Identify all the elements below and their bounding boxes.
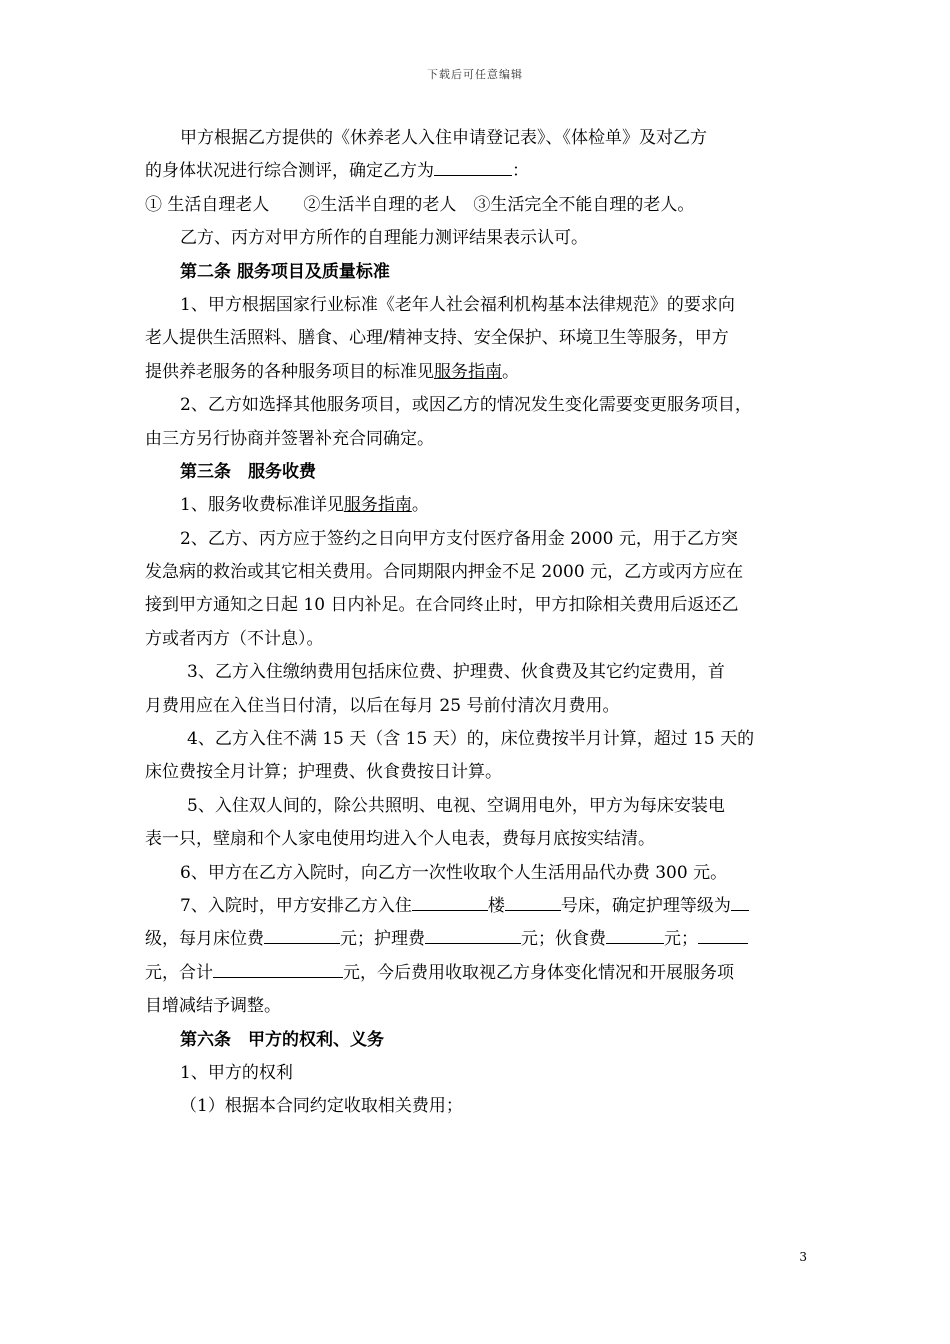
bed-fee-field[interactable] bbox=[264, 926, 340, 945]
paragraph-line: 由三方另行协商并签署补充合同确定。 bbox=[145, 428, 434, 449]
paragraph-line: 6、甲方在乙方入院时，向乙方一次性收取个人生活用品代办费 300 元。 bbox=[180, 862, 728, 883]
paragraph-line: 表一只，壁扇和个人家电使用均进入个人电表，费每月底按实结清。 bbox=[145, 829, 655, 850]
paragraph-line: 目增减结予调整。 bbox=[145, 996, 281, 1017]
care-level-field[interactable] bbox=[731, 892, 749, 911]
paragraph-line: 7、入院时，甲方安排乙方入住 楼 号床，确定护理等级为 bbox=[145, 890, 825, 923]
paragraph-line: 1、服务收费标准详见服务指南。 bbox=[180, 495, 429, 516]
blank-field[interactable] bbox=[434, 158, 512, 177]
page-number: 3 bbox=[799, 1250, 807, 1264]
other-fee-field[interactable] bbox=[698, 926, 748, 945]
intro-line: 的身体状况进行综合测评，确定乙方为 ： bbox=[145, 155, 825, 188]
paragraph-line: 接到甲方通知之日起 10 日内补足。在合同终止时，甲方扣除相关费用后返还乙 bbox=[145, 595, 739, 616]
paragraph-line: 级，每月床位费 元；护理费 元；伙食费 元； bbox=[145, 923, 825, 956]
intro-line: 甲方根据乙方提供的《休养老人入住申请登记表》、《体检单》及对乙方 bbox=[180, 128, 707, 148]
paragraph-line: 月费用应在入住当日付清，以后在每月 25 号前付清次月费用。 bbox=[145, 695, 620, 716]
paragraph-line: 3、乙方入住缴纳费用包括床位费、护理费、伙食费及其它约定费用，首 bbox=[187, 662, 725, 683]
paragraph-line: 元，合计 元，今后费用收取视乙方身体变化情况和开展服务项 bbox=[145, 957, 825, 990]
paragraph-line: 老人提供生活照料、膳食、心理/精神支持、安全保护、环境卫生等服务，甲方 bbox=[145, 328, 729, 349]
paragraph-line: 2、乙方、丙方应于签约之日向甲方支付医疗备用金 2000 元，用于乙方突 bbox=[180, 528, 738, 549]
subsection-title: 1、甲方的权利 bbox=[180, 1062, 293, 1083]
paragraph-line: 提供养老服务的各种服务项目的标准见服务指南。 bbox=[145, 361, 519, 382]
total-fee-field[interactable] bbox=[213, 959, 343, 978]
article-6-title: 第六条 甲方的权利、义务 bbox=[180, 1029, 384, 1050]
service-guide-link[interactable]: 服务指南 bbox=[343, 495, 412, 516]
paragraph-line: 床位费按全月计算；护理费、伙食费按日计算。 bbox=[145, 762, 502, 783]
meal-fee-field[interactable] bbox=[606, 926, 664, 945]
nursing-fee-field[interactable] bbox=[425, 926, 521, 945]
paragraph-line: 方或者丙方（不计息）。 bbox=[145, 628, 324, 649]
intro-line: 乙方、丙方对甲方所作的自理能力测评结果表示认可。 bbox=[180, 228, 588, 249]
paragraph-line: 5、入住双人间的，除公共照明、电视、空调用电外，甲方为每床安装电 bbox=[187, 795, 725, 816]
service-guide-link[interactable]: 服务指南 bbox=[434, 361, 502, 382]
page-header: 下载后可任意编辑 bbox=[427, 68, 523, 81]
building-field[interactable] bbox=[412, 892, 488, 911]
paragraph-line: 1、甲方根据国家行业标准《老年人社会福利机构基本法律规范》的要求向 bbox=[180, 294, 735, 315]
paragraph-line: 4、乙方入住不满 15 天（含 15 天）的，床位费按半月计算，超过 15 天的 bbox=[187, 729, 755, 750]
article-3-title: 第三条 服务收费 bbox=[180, 461, 316, 482]
paragraph-line: 发急病的救治或其它相关费用。合同期限内押金不足 2000 元，乙方或丙方应在 bbox=[145, 562, 744, 583]
paragraph-line: 2、乙方如选择其他服务项目，或因乙方的情况发生变化需要变更服务项目， bbox=[180, 395, 752, 416]
article-2-title: 第二条 服务项目及质量标准 bbox=[180, 261, 390, 282]
document-body bbox=[145, 122, 825, 1124]
paragraph-line: （1）根据本合同约定收取相关费用； bbox=[180, 1096, 463, 1117]
self-care-options: ① 生活自理老人 ②生活半自理的老人 ③生活完全不能自理的老人。 bbox=[145, 194, 695, 215]
bed-number-field[interactable] bbox=[505, 892, 561, 911]
